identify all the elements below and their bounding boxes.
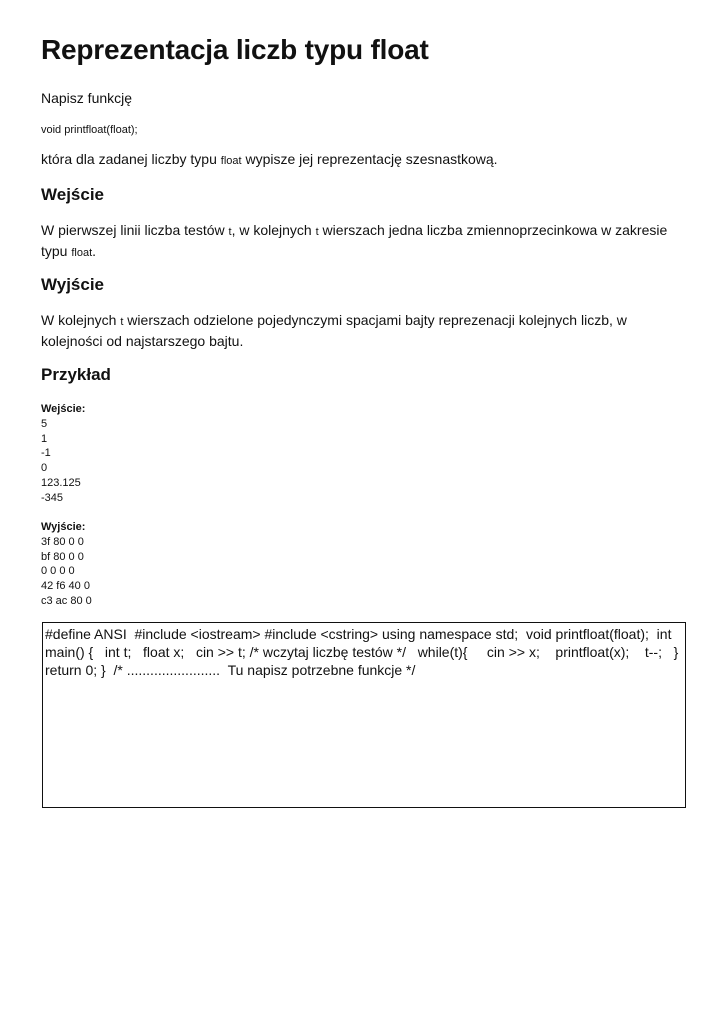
page-title: Reprezentacja liczb typu float — [41, 34, 429, 65]
intro-line: Napisz funkcję — [41, 90, 133, 106]
output-description — [41, 311, 641, 351]
example-input-line: 0 — [41, 462, 48, 475]
output-text-b: wierszach odzielone pojedynczymi spacjami bajty reprezenacji kolejnych liczb, w kolejności od najstarszego bajtu. — [41, 312, 627, 349]
example-input-line: -345 — [41, 491, 64, 504]
example-output-line: 42 f6 40 0 — [41, 580, 90, 593]
input-text-d: . — [92, 243, 97, 259]
example-heading: Przykład — [41, 365, 111, 384]
intro-text-after: wypisze jej reprezentację szesnastkową. — [241, 151, 498, 167]
input-description — [41, 221, 681, 263]
inline-code-t: t — [315, 226, 319, 238]
intro-text-before: która dla zadanej liczby typu — [41, 151, 221, 167]
input-text-b: , w kolejnych — [231, 222, 316, 238]
code-content[interactable]: #define ANSI #include <iostream> #include <cstring> using namespace std; void printfloat(float); int main() { int t; float x; cin >> t; /* wczytaj liczbę testów */ while(t){ cin >> x; printfloat(x); t--; } return 0; } /* ........................ Tu napisz potrzebne funkcje */ — [45, 626, 690, 678]
inline-code-t: t — [120, 316, 124, 328]
output-text-a: W kolejnych — [41, 312, 121, 328]
example-output-line: c3 ac 80 0 — [41, 594, 92, 607]
example-output-line: bf 80 0 0 — [41, 550, 84, 563]
input-text-a: W pierwszej linii liczba testów — [41, 222, 229, 238]
example-output-line: 0 0 0 0 — [41, 565, 75, 578]
inline-code-float: float — [220, 155, 242, 167]
inline-code-t: t — [228, 226, 232, 238]
example-input-line: 5 — [41, 417, 48, 430]
example-input — [41, 402, 85, 506]
input-text-c: wierszach jedna liczba zmiennoprzecinkowa w zakresie typu — [41, 222, 668, 259]
example-output-line: 3f 80 0 0 — [41, 535, 84, 548]
example-input-line: -1 — [41, 447, 51, 460]
code-textarea[interactable] — [42, 622, 690, 808]
intro-description — [41, 150, 498, 171]
input-heading: Wejście — [41, 185, 105, 204]
example-input-label: Wejście: — [41, 403, 86, 415]
example-input-line: 1 — [41, 432, 48, 445]
function-signature: void printfloat(float); — [41, 124, 138, 136]
example-input-line: 123.125 — [41, 476, 81, 489]
inline-code-float: float — [71, 247, 93, 259]
output-heading: Wyjście — [41, 275, 105, 294]
example-output — [41, 520, 92, 609]
example-output-label: Wyjście: — [41, 521, 86, 533]
